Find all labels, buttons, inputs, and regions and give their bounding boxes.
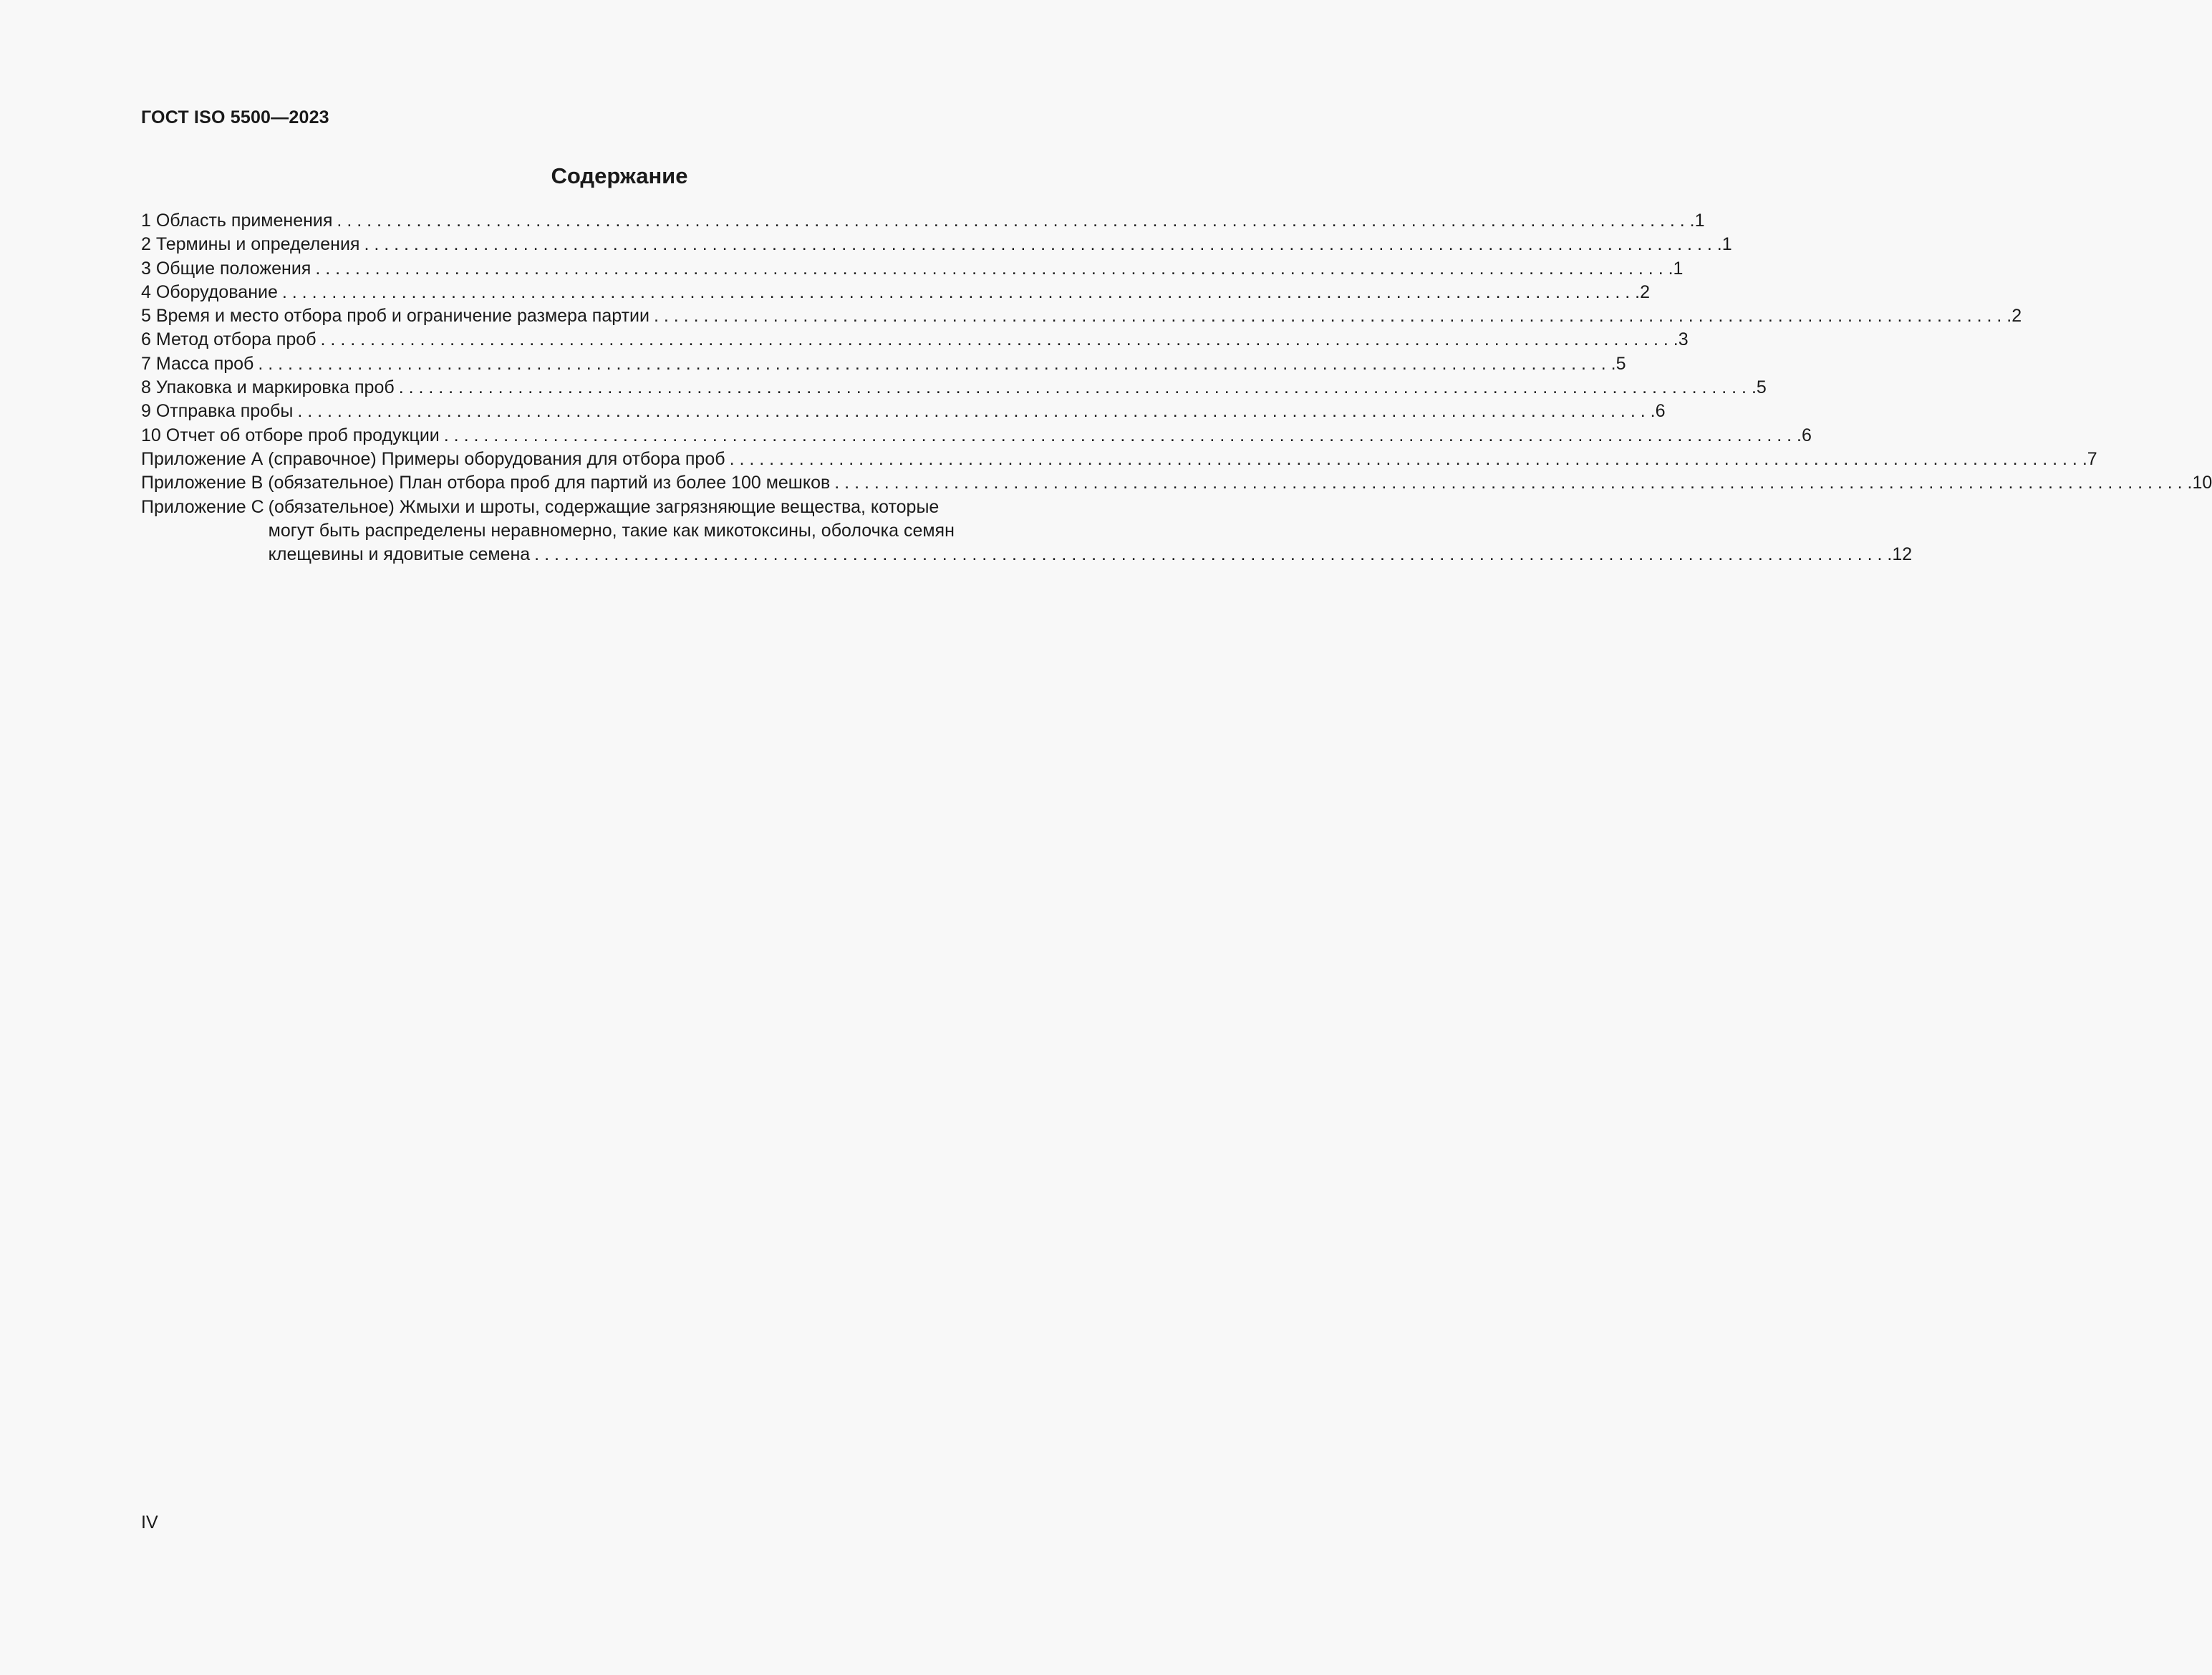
toc-entry-title: 2 Термины и определения [141,234,360,255]
toc-entry[interactable] [141,281,1651,304]
toc-dot-leader [834,471,2192,495]
toc-entry-page: 7 [2087,448,2097,469]
toc-entry-title: 6 Метод отбора проб [141,329,317,350]
toc-dot-leader [315,257,1673,281]
toc-entry[interactable] [141,209,1705,233]
toc-entry-page: 10 [2192,473,2212,493]
toc-entry[interactable] [141,376,1767,400]
toc-entry[interactable] [141,304,2022,328]
toc-entry-page: 3 [1678,329,1689,350]
toc-entry[interactable] [141,257,1684,281]
toc-entry-title: клещевины и ядовитые семена [268,544,531,565]
toc-entry[interactable] [141,424,1812,448]
toc-dot-leader [297,400,1655,423]
toc-entry-title: 10 Отчет об отборе проб продукции [141,425,440,445]
toc-entry[interactable] [141,448,2097,471]
toc-entry-page: 6 [1802,425,1812,445]
toc-appendix-last-line [269,543,1913,566]
toc-dot-leader [364,233,1721,256]
toc-entry-title: Приложение А (справочное) Примеры оборудования для отбора проб [141,448,725,469]
toc-entry-page: 12 [1892,544,1913,565]
toc-entry-page: 5 [1615,353,1626,374]
toc-dot-leader [321,328,1679,352]
toc-entry[interactable] [141,400,1666,423]
toc-dot-leader [258,352,1615,376]
toc-appendix-line: (обязательное) Жмыхи и шроты, содержащие загрязняющие вещества, которые [268,496,940,517]
toc-dot-leader [282,281,1640,304]
toc-appendix-body [269,496,1913,567]
toc-entry-page: 1 [1721,234,1732,255]
toc-dot-leader [337,209,1694,233]
toc-dot-leader [444,424,1802,448]
toc-dot-leader [534,543,1892,566]
toc-entry-page: 5 [1756,377,1767,398]
toc-entry-appendix-c[interactable] [141,496,1913,567]
toc-entry[interactable] [141,233,1732,256]
toc-entry[interactable] [141,352,1626,376]
toc-entry-title: 1 Область применения [141,211,333,231]
toc-entry-title: 4 Оборудование [141,281,278,302]
toc-entry[interactable] [141,328,1689,352]
toc-entry-page: 1 [1673,258,1684,279]
toc-entry-page: 2 [1640,281,1651,302]
toc-title: Содержание [551,163,688,188]
table-of-contents [141,209,2212,566]
toc-dot-leader [399,376,1757,400]
toc-entry-page: 6 [1655,401,1666,422]
toc-entry-title: 5 Время и место отбора проб и ограничение размера партии [141,306,649,327]
toc-entry-page: 2 [2011,306,2022,327]
document-code-header: ГОСТ ISO 5500—2023 [141,107,329,127]
toc-entry-title: 8 Упаковка и маркировка проб [141,377,395,398]
toc-entry-title: 7 Масса проб [141,353,254,374]
toc-dot-leader [654,304,2011,328]
toc-dot-leader [730,448,2087,471]
toc-entry-page: 1 [1694,211,1705,231]
toc-entry-title: 3 Общие положения [141,258,311,279]
page-number: IV [141,1512,158,1532]
toc-appendix-prefix: Приложение С [141,496,264,517]
toc-entry[interactable] [141,471,2212,495]
toc-entry-title: Приложение В (обязательное) План отбора проб для партий из более 100 мешков [141,473,831,493]
toc-appendix-line: могут быть распределены неравномерно, такие как микотоксины, оболочка семян [268,520,955,541]
toc-entry-title: 9 Отправка пробы [141,401,294,422]
